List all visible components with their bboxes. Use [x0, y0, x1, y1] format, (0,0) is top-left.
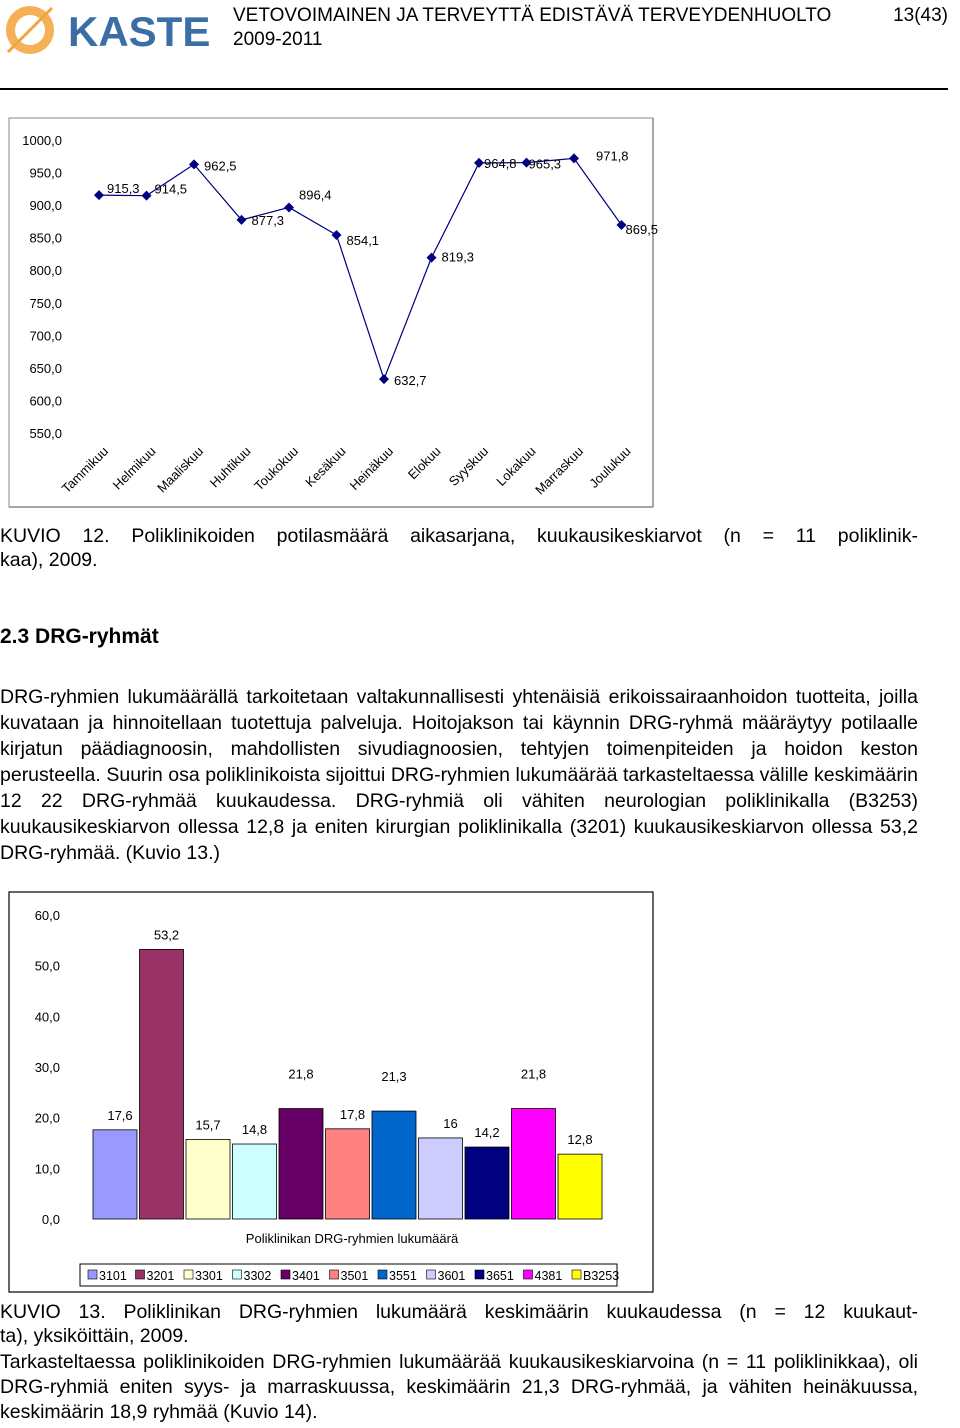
bar — [372, 1111, 416, 1219]
bar — [512, 1109, 556, 1219]
legend-label: 3101 — [99, 1269, 127, 1283]
bar-chart-drg-groups — [0, 890, 960, 1295]
x-tick-label: Kesäkuu — [302, 443, 349, 490]
legend-swatch — [281, 1270, 290, 1279]
legend-swatch — [136, 1270, 145, 1279]
x-tick-label: Toukokuu — [251, 443, 302, 494]
legend-swatch — [233, 1270, 242, 1279]
x-tick-label: Heinäkuu — [346, 443, 397, 493]
bar — [465, 1147, 509, 1219]
data-label: 53,2 — [153, 927, 180, 943]
legend-label: 3302 — [243, 1269, 272, 1283]
y-tick-label: 1000,0 — [22, 133, 62, 148]
data-label: 12,8 — [567, 1132, 593, 1148]
header-title-line2: 2009-2011 — [233, 29, 323, 50]
legend-swatch — [572, 1270, 581, 1279]
figure12-caption — [0, 524, 918, 572]
legend-label: 3651 — [486, 1269, 514, 1283]
data-label: 964,8 — [484, 155, 517, 171]
data-label: 632,7 — [394, 373, 427, 389]
bar — [140, 949, 184, 1219]
data-label: 869,5 — [625, 221, 659, 237]
y-tick-label: 800,0 — [29, 263, 62, 279]
y-tick-label: 0,0 — [41, 1212, 60, 1227]
y-tick-label: 50,0 — [34, 958, 60, 974]
header-title — [233, 4, 831, 52]
data-label: 17,8 — [339, 1106, 366, 1122]
x-tick-label: Tammikuu — [58, 443, 112, 497]
x-tick-label: Helmikuu — [109, 443, 159, 493]
legend-label: B3253 — [583, 1269, 620, 1283]
y-tick-label: 950,0 — [29, 165, 62, 181]
bar — [326, 1129, 370, 1219]
y-tick-label: 60,0 — [34, 908, 60, 923]
legend-swatch — [330, 1270, 339, 1279]
x-tick-label: Syyskuu — [445, 443, 492, 489]
legend-label: 3501 — [340, 1269, 369, 1283]
data-label: 914,5 — [154, 181, 188, 197]
legend-label: 3201 — [146, 1269, 175, 1283]
x-tick-label: Marraskuu — [532, 443, 587, 498]
data-label: 962,5 — [204, 158, 237, 174]
legend-label: 3551 — [389, 1269, 417, 1283]
figure13-caption — [0, 1300, 918, 1348]
legend-label: 4381 — [534, 1269, 563, 1283]
y-tick-label: 10,0 — [34, 1161, 60, 1177]
bar — [233, 1144, 277, 1219]
data-label: 877,3 — [251, 212, 285, 228]
line-chart-monthly-patients — [0, 110, 960, 520]
bar — [279, 1109, 323, 1219]
data-label: 21,3 — [381, 1069, 407, 1085]
x-axis-label: Poliklinikan DRG-ryhmien lukumäärä — [245, 1231, 459, 1246]
data-label: 896,4 — [299, 187, 332, 203]
y-tick-label: 30,0 — [34, 1060, 60, 1075]
bar — [186, 1139, 230, 1219]
data-label: 16 — [443, 1115, 458, 1131]
data-label: 21,8 — [520, 1066, 547, 1082]
svg-text:KASTE: KASTE — [68, 8, 211, 55]
data-label: 21,8 — [288, 1066, 314, 1082]
legend-swatch — [378, 1270, 387, 1279]
y-tick-label: 750,0 — [29, 295, 62, 311]
legend-swatch — [524, 1270, 533, 1279]
y-tick-label: 600,0 — [29, 393, 62, 409]
kaste-logo — [0, 0, 215, 64]
y-tick-label: 20,0 — [34, 1110, 60, 1126]
x-tick-label: Elokuu — [404, 443, 444, 483]
x-tick-label: Joulukuu — [586, 443, 634, 491]
data-label: 965,3 — [528, 156, 562, 172]
legend-label: 3301 — [195, 1269, 223, 1283]
figure13-caption-line1: KUVIO 13. Poliklinikan DRG-ryhmien lukumäärä keskimäärin kuukaudessa (n = 12 kuukaut- — [0, 1301, 918, 1323]
y-tick-label: 550,0 — [29, 426, 62, 441]
header-title-line1: VETOVOIMAINEN JA TERVEYTTÄ EDISTÄVÄ TERVEYDENHUOLTO — [233, 5, 832, 26]
figure12-caption-line1: KUVIO 12. Poliklinikoiden potilasmäärä aikasarjana, kuukausikeskiarvot (n = 11 poliklinik- — [0, 525, 918, 547]
x-tick-label: Huhtikuu — [206, 443, 254, 491]
data-label: 14,2 — [474, 1125, 500, 1141]
bar — [93, 1130, 137, 1219]
section-heading: 2.3 DRG-ryhmät — [0, 625, 159, 648]
y-tick-label: 700,0 — [29, 328, 62, 344]
y-tick-label: 900,0 — [29, 198, 62, 214]
figure13-caption-line2: ta), yksiköittäin, 2009. — [0, 1325, 189, 1347]
legend-swatch — [475, 1270, 484, 1279]
legend-label: 3401 — [292, 1269, 320, 1283]
y-tick-label: 40,0 — [34, 1009, 60, 1025]
data-label: 915,3 — [107, 181, 140, 197]
figure12-caption-line2: kaa), 2009. — [0, 549, 98, 571]
header-divider — [0, 88, 948, 90]
page-number: 13(43) — [893, 5, 948, 26]
bar — [558, 1154, 602, 1219]
closing-paragraph: Tarkasteltaessa poliklinikoiden DRG-ryhmien lukumäärää kuukausikeskiarvoina (n = 11 poliklinikkaa), oli DRG-ryhmiä eniten syys- ja marraskuussa, keskimäärin 21,3 DRG-ryhmää, ja vähiten heinäkuussa, keskimäärin 18,9 ryhmää (Kuvio 14). — [0, 1351, 918, 1423]
section-paragraph: DRG-ryhmien lukumäärällä tarkoitetaan valtakunnallisesti yhtenäisiä erikoissairaanhoidon tuotteita, joilla kuvataan ja hinnoitellaan tuotettuja palveluja. Hoitojakson tai käynnin DRG-ryhmä määräytyy potilaalle kirjatun päädiagnoosin, mahdollisten sivudiagnoosien, tehtyjen toimenpiteiden ja hoidon keston perusteella. Suurin osa poliklinikoista sijoittui DRG-ryhmien lukumäärää tarkasteltaessa välille keskimäärin 12 22 DRG-ryhmää kuukaudessa. DRG-ryhmiä oli vähiten neurologian poliklinikalla (B3253) kuukausikeskiarvon ollessa 12,8 ja eniten kirurgian poliklinikalla (3201) kuukausikeskiarvon ollessa 53,2 DRG-ryhmää. (Kuvio 13.) — [0, 686, 918, 864]
legend-swatch — [88, 1270, 97, 1279]
bar — [419, 1138, 463, 1219]
legend-label: 3601 — [437, 1269, 466, 1283]
data-label: 819,3 — [441, 249, 475, 265]
y-tick-label: 850,0 — [29, 230, 62, 246]
data-label: 854,1 — [346, 232, 380, 248]
x-tick-label: Maaliskuu — [154, 443, 207, 496]
data-label: 14,8 — [241, 1122, 268, 1138]
data-label: 17,6 — [107, 1107, 133, 1123]
legend-swatch — [184, 1270, 193, 1279]
x-tick-label: Lokakuu — [493, 443, 539, 489]
data-label: 15,7 — [195, 1117, 221, 1133]
data-label: 971,8 — [596, 148, 629, 164]
y-tick-label: 650,0 — [29, 360, 62, 376]
legend-swatch — [427, 1270, 436, 1279]
